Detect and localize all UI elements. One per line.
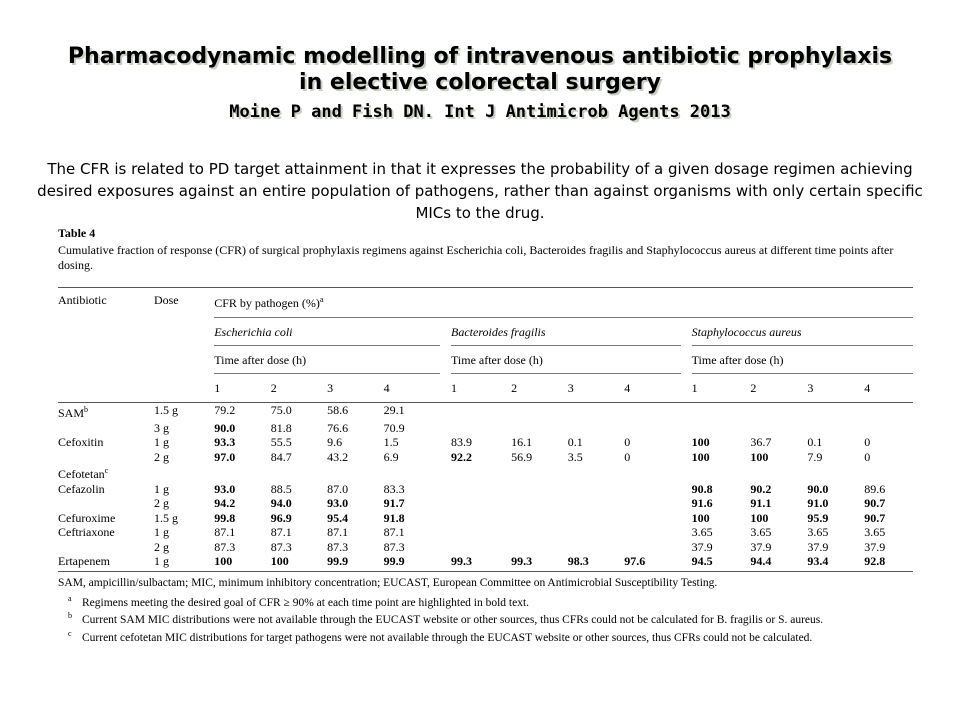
dose-cell: 3 g bbox=[153, 420, 169, 435]
cfr-cell-sa: 0 bbox=[864, 435, 871, 449]
cfr-cell-ec: 100 bbox=[270, 554, 289, 568]
pathogen-bfragilis: Bacteroides fragilis bbox=[451, 325, 546, 339]
cfr-cell-sa bbox=[864, 403, 913, 421]
cfr-cell-sa: 100 bbox=[750, 449, 769, 464]
spacer-cell bbox=[681, 421, 692, 436]
antibiotic-name: Ertapenem bbox=[58, 554, 110, 568]
cfr-table bbox=[58, 292, 913, 572]
table-row bbox=[58, 464, 913, 482]
table-row bbox=[58, 450, 913, 465]
spacer-cell bbox=[440, 554, 451, 569]
time-header: 3 bbox=[567, 381, 574, 395]
time-header: 3 bbox=[327, 381, 334, 395]
dose-cell: 1 g bbox=[153, 525, 169, 539]
cfr-cell-ec: 87.1 bbox=[383, 525, 405, 539]
cfr-cell-bf: 3.5 bbox=[567, 449, 583, 464]
time-label-bfragilis: Time after dose (h) bbox=[451, 353, 543, 367]
antibiotic-cell bbox=[58, 450, 154, 465]
cfr-cell-sa: 0 bbox=[864, 449, 871, 464]
antibiotic-footnote-mark: c bbox=[104, 466, 109, 475]
table-caption: Cumulative fraction of response (CFR) of surgical prophylaxis regimens against Escherichia coli, Bacteroides fragilis and Staphylococcus aureus at different time points after dosing. bbox=[58, 243, 894, 272]
cfr-cell-ec bbox=[214, 464, 270, 482]
cfr-cell-sa bbox=[692, 464, 751, 482]
cfr-cell-ec: 43.2 bbox=[327, 449, 349, 464]
cfr-cell-bf: 99.3 bbox=[451, 554, 472, 568]
cfr-cell-sa: 37.9 bbox=[750, 539, 772, 554]
cfr-cell-sa: 0.1 bbox=[807, 435, 823, 449]
spacer-cell bbox=[440, 511, 451, 526]
table-body bbox=[58, 403, 913, 569]
cfr-cell-sa: 90.8 bbox=[691, 481, 713, 496]
cfr-cell-sa: 37.9 bbox=[864, 539, 886, 554]
cfr-cell-sa: 3.65 bbox=[864, 525, 886, 539]
time-header: 1 bbox=[214, 381, 221, 395]
time-header: 4 bbox=[383, 381, 390, 395]
cfr-cell-ec: 29.1 bbox=[383, 403, 405, 417]
spacer-cell bbox=[440, 464, 451, 482]
cfr-cell-sa: 3.65 bbox=[691, 525, 713, 539]
cfr-cell-ec: 91.8 bbox=[383, 510, 405, 525]
table-label: Table 4 bbox=[58, 226, 96, 240]
cfr-cell-bf bbox=[624, 540, 681, 555]
spacer-cell bbox=[681, 496, 692, 511]
cfr-cell-bf bbox=[511, 403, 568, 421]
cfr-cell-ec: 83.3 bbox=[383, 481, 405, 496]
cfr-cell-bf bbox=[568, 464, 625, 482]
antibiotic-cell bbox=[58, 525, 154, 540]
table-row bbox=[58, 496, 913, 511]
cfr-cell-sa: 90.0 bbox=[807, 481, 829, 496]
cfr-cell-bf bbox=[511, 540, 568, 555]
cfr-cell-bf bbox=[451, 511, 511, 526]
cfr-cell-bf bbox=[451, 540, 511, 555]
spacer-cell bbox=[440, 482, 451, 497]
cfr-cell-sa: 100 bbox=[691, 435, 710, 449]
cfr-cell-bf bbox=[451, 525, 511, 540]
table-row bbox=[58, 511, 913, 526]
table-figure bbox=[58, 226, 916, 645]
dose-cell: 1.5 g bbox=[153, 403, 178, 417]
cfr-cell-bf bbox=[568, 540, 625, 555]
cfr-cell-bf: 99.3 bbox=[511, 554, 533, 568]
cfr-cell-bf bbox=[568, 421, 625, 436]
spacer-cell bbox=[440, 421, 451, 436]
time-header: 4 bbox=[864, 381, 871, 395]
antibiotic-name: SAM bbox=[58, 406, 85, 420]
cfr-cell-bf bbox=[568, 482, 625, 497]
cfr-cell-ec bbox=[327, 464, 383, 482]
spacer-cell bbox=[681, 540, 692, 555]
cfr-cell-bf bbox=[624, 482, 681, 497]
cfr-cell-ec: 99.9 bbox=[383, 554, 405, 568]
spacer-cell bbox=[440, 525, 451, 540]
pathogen-ecoli: Escherichia coli bbox=[214, 325, 293, 339]
spacer-cell bbox=[681, 403, 692, 421]
cfr-cell-ec: 87.3 bbox=[327, 539, 349, 554]
cfr-cell-bf bbox=[624, 403, 681, 421]
cfr-cell-ec: 70.9 bbox=[383, 420, 405, 435]
cfr-cell-ec: 87.3 bbox=[383, 539, 405, 554]
cfr-cell-ec: 100 bbox=[214, 554, 233, 568]
cfr-cell-bf bbox=[511, 421, 568, 436]
cfr-cell-bf: 0.1 bbox=[567, 435, 583, 449]
cfr-cell-ec: 79.2 bbox=[214, 403, 236, 417]
cfr-cell-sa: 92.8 bbox=[864, 554, 886, 568]
time-header: 1 bbox=[691, 381, 698, 395]
cfr-cell-bf bbox=[451, 421, 511, 436]
cfr-cell-bf bbox=[511, 525, 568, 540]
cfr-cell-bf bbox=[624, 421, 681, 436]
cfr-cell-bf: 92.2 bbox=[451, 449, 472, 464]
time-header: 2 bbox=[750, 381, 757, 395]
cfr-cell-sa bbox=[864, 421, 913, 436]
antibiotic-cell bbox=[58, 464, 154, 482]
dose-cell: 1 g bbox=[153, 481, 169, 496]
cfr-cell-sa bbox=[750, 464, 807, 482]
cfr-cell-bf bbox=[451, 482, 511, 497]
time-header: 3 bbox=[807, 381, 814, 395]
cfr-cell-ec: 6.9 bbox=[383, 449, 399, 464]
footnote-b: b Current SAM MIC distributions were not available through the EUCAST website or other sources, thus CFRs could not be calculated for B. fragilis or S. aureus. bbox=[68, 611, 824, 627]
cfr-cell-ec: 96.9 bbox=[270, 510, 292, 525]
cfr-cell-sa: 100 bbox=[691, 510, 710, 525]
cfr-cell-bf bbox=[451, 464, 511, 482]
footnote-abbrev: SAM, ampicillin/sulbactam; MIC, minimum inhibitory concentration; EUCAST, European Committee on Antimicrobial Susceptibility Testing. bbox=[58, 576, 718, 589]
cfr-cell-sa bbox=[750, 403, 807, 421]
col-cfr: CFR by pathogen (%)$^a$ bbox=[214, 295, 324, 310]
cfr-cell-sa: 3.65 bbox=[807, 525, 829, 539]
cfr-cell-sa bbox=[692, 403, 751, 421]
cfr-cell-sa: 90.7 bbox=[864, 496, 886, 510]
cfr-cell-sa: 94.5 bbox=[691, 554, 713, 568]
cfr-footnote-mark: a bbox=[319, 295, 324, 304]
table-row bbox=[58, 525, 913, 540]
cfr-cell-sa bbox=[807, 464, 864, 482]
cfr-cell-bf bbox=[511, 464, 568, 482]
cfr-cell-sa bbox=[864, 464, 913, 482]
cfr-cell-bf bbox=[451, 403, 511, 421]
cfr-cell-sa bbox=[750, 421, 807, 436]
antibiotic-cell bbox=[58, 540, 154, 555]
title-line-1: Pharmacodynamic modelling of intravenous antibiotic prophylaxis bbox=[67, 44, 893, 69]
cfr-cell-ec bbox=[384, 464, 440, 482]
cfr-cell-bf: 16.1 bbox=[511, 435, 533, 449]
spacer-cell bbox=[440, 403, 451, 421]
antibiotic-name: Cefuroxime bbox=[58, 510, 116, 525]
col-antibiotic: Antibiotic bbox=[58, 293, 107, 307]
cfr-cell-bf bbox=[568, 511, 625, 526]
time-header: 2 bbox=[270, 381, 277, 395]
cfr-cell-bf: 98.3 bbox=[567, 554, 589, 568]
cfr-cell-ec: 87.1 bbox=[270, 525, 292, 539]
spacer-cell bbox=[681, 554, 692, 569]
spacer-cell bbox=[440, 450, 451, 465]
cfr-cell-sa bbox=[692, 421, 751, 436]
col-dose: Dose bbox=[153, 293, 179, 307]
cfr-cell-bf bbox=[568, 525, 625, 540]
cfr-cell-sa: 91.1 bbox=[750, 496, 772, 510]
cfr-cell-sa: 94.4 bbox=[750, 554, 772, 568]
cfr-cell-bf: 0 bbox=[624, 435, 631, 449]
antibiotic-cell bbox=[58, 435, 154, 450]
cfr-cell-sa: 91.6 bbox=[691, 496, 713, 510]
antibiotic-footnote-mark: b bbox=[84, 405, 89, 414]
cfr-cell-bf: 56.9 bbox=[511, 449, 533, 464]
citation: Moine P and Fish DN. Int J Antimicrob Agents 2013 bbox=[229, 102, 731, 122]
intro-paragraph: The CFR is related to PD target attainment in that it expresses the probability of a given dosage regimen achieving desired exposures against an entire population of pathogens, rather than against organisms with only certain specific MICs to the drug. bbox=[37, 160, 923, 222]
antibiotic-cell bbox=[58, 554, 154, 569]
footnote-c: c Current cefotetan MIC distributions for target pathogens were not available through the EUCAST website or other sources, thus CFRs could not be calculated. bbox=[68, 629, 813, 644]
cfr-cell-sa: 37.9 bbox=[691, 539, 713, 554]
time-label-ecoli: Time after dose (h) bbox=[214, 353, 307, 367]
antibiotic-cell bbox=[58, 482, 154, 497]
table-row bbox=[58, 540, 913, 555]
time-label-row bbox=[58, 346, 913, 369]
cfr-cell-sa: 100 bbox=[750, 510, 769, 525]
cfr-cell-bf bbox=[568, 496, 625, 511]
spacer-cell bbox=[681, 482, 692, 497]
cfr-cell-sa: 7.9 bbox=[807, 449, 823, 464]
title-line-2: in elective colorectal surgery bbox=[299, 70, 661, 95]
cfr-cell-sa: 3.65 bbox=[750, 525, 772, 539]
footnote-a: a Regimens meeting the desired goal of CFR ≥ 90% at each time point are highlighted in bold text. bbox=[68, 593, 530, 609]
antibiotic-name: Cefotetan bbox=[58, 467, 105, 481]
cfr-cell-bf: 97.6 bbox=[624, 554, 646, 568]
cfr-cell-ec: 99.8 bbox=[214, 510, 236, 525]
top-rule bbox=[58, 287, 913, 288]
cfr-cell-sa bbox=[807, 421, 864, 436]
dose-cell: 1.5 g bbox=[153, 510, 178, 525]
cfr-cell-sa: 91.0 bbox=[807, 496, 829, 510]
time-header: 4 bbox=[624, 381, 631, 395]
cfr-cell-sa: 89.6 bbox=[864, 481, 886, 496]
cfr-cell-ec: 87.1 bbox=[327, 525, 349, 539]
cfr-cell-ec: 91.7 bbox=[383, 496, 405, 510]
table-row bbox=[58, 482, 913, 497]
header-row-1 bbox=[58, 292, 913, 311]
pathogen-row bbox=[58, 318, 913, 341]
cfr-cell-bf bbox=[624, 464, 681, 482]
antibiotic-name: Cefoxitin bbox=[58, 435, 104, 449]
dose-cell: 1 g bbox=[153, 435, 169, 449]
cfr-cell-sa: 90.7 bbox=[864, 510, 886, 525]
cfr-cell-ec: 87.1 bbox=[214, 525, 236, 539]
cfr-cell-ec: 87.3 bbox=[270, 539, 292, 554]
time-values-row bbox=[58, 374, 913, 397]
cfr-cell-sa: 37.9 bbox=[807, 539, 829, 554]
cfr-cell-ec: 87.0 bbox=[327, 481, 349, 496]
table-row bbox=[58, 554, 913, 569]
cfr-cell-sa: 90.2 bbox=[750, 481, 772, 496]
cfr-cell-ec: 95.4 bbox=[327, 510, 349, 525]
table-row bbox=[58, 435, 913, 450]
cfr-cell-sa: 36.7 bbox=[750, 435, 772, 449]
cfr-cell-bf bbox=[568, 403, 625, 421]
dose-cell: 2 g bbox=[153, 496, 169, 510]
antibiotic-name: Ceftriaxone bbox=[58, 525, 115, 539]
cfr-cell-ec: 93.3 bbox=[214, 435, 236, 449]
table-row bbox=[58, 403, 913, 421]
cfr-cell-bf bbox=[624, 511, 681, 526]
cfr-cell-ec bbox=[271, 464, 327, 482]
cfr-cell-bf: 83.9 bbox=[451, 435, 472, 449]
cfr-cell-sa: 93.4 bbox=[807, 554, 829, 568]
time-label-saureus: Time after dose (h) bbox=[691, 353, 784, 367]
cfr-cell-ec: 9.6 bbox=[327, 435, 343, 449]
cfr-cell-bf bbox=[624, 525, 681, 540]
spacer-cell bbox=[681, 511, 692, 526]
spacer-cell bbox=[440, 540, 451, 555]
pathogen-saureus: Staphylococcus aureus bbox=[691, 325, 802, 339]
dose-cell bbox=[154, 464, 214, 482]
table-row bbox=[58, 421, 913, 436]
cfr-cell-ec: 58.6 bbox=[327, 403, 349, 417]
cfr-cell-bf bbox=[451, 496, 511, 511]
cfr-cell-bf: 0 bbox=[624, 449, 631, 464]
time-header: 1 bbox=[451, 381, 457, 395]
cfr-cell-ec: 97.0 bbox=[214, 449, 236, 464]
cfr-cell-ec: 93.0 bbox=[214, 481, 236, 496]
dose-cell: 2 g bbox=[153, 539, 169, 554]
cfr-cell-ec: 75.0 bbox=[270, 403, 292, 417]
cfr-cell-bf bbox=[511, 496, 568, 511]
cfr-cell-ec: 90.0 bbox=[214, 420, 236, 435]
antibiotic-cell bbox=[58, 496, 154, 511]
cfr-cell-ec: 94.2 bbox=[214, 496, 236, 510]
cfr-cell-ec: 55.5 bbox=[270, 435, 292, 449]
cfr-cell-bf bbox=[511, 482, 568, 497]
cfr-cell-ec: 76.6 bbox=[327, 420, 349, 435]
antibiotic-name: Cefazolin bbox=[58, 481, 105, 496]
antibiotic-cell bbox=[58, 421, 154, 436]
cfr-cell-bf bbox=[624, 496, 681, 511]
spacer-cell bbox=[440, 435, 451, 450]
dose-cell: 1 g bbox=[153, 554, 169, 568]
cfr-cell-ec: 87.3 bbox=[214, 539, 236, 554]
cfr-cell-sa bbox=[807, 403, 864, 421]
cfr-cell-ec: 88.5 bbox=[270, 481, 292, 496]
time-header: 2 bbox=[511, 381, 518, 395]
cfr-cell-ec: 81.8 bbox=[270, 420, 292, 435]
antibiotic-cell bbox=[58, 511, 154, 526]
cfr-cell-ec: 1.5 bbox=[383, 435, 399, 449]
cfr-cell-ec: 84.7 bbox=[270, 449, 292, 464]
spacer-cell bbox=[681, 464, 692, 482]
spacer-cell bbox=[681, 525, 692, 540]
cfr-cell-ec: 94.0 bbox=[270, 496, 292, 510]
cfr-cell-sa: 95.9 bbox=[807, 510, 829, 525]
cfr-cell-ec: 93.0 bbox=[327, 496, 349, 510]
antibiotic-cell bbox=[58, 403, 154, 421]
cfr-cell-ec: 99.9 bbox=[327, 554, 349, 568]
spacer-cell bbox=[681, 450, 692, 465]
cfr-cell-sa: 100 bbox=[691, 449, 710, 464]
cfr-cell-bf bbox=[511, 511, 568, 526]
dose-cell: 2 g bbox=[153, 449, 169, 464]
spacer-cell bbox=[681, 435, 692, 450]
spacer-cell bbox=[440, 496, 451, 511]
